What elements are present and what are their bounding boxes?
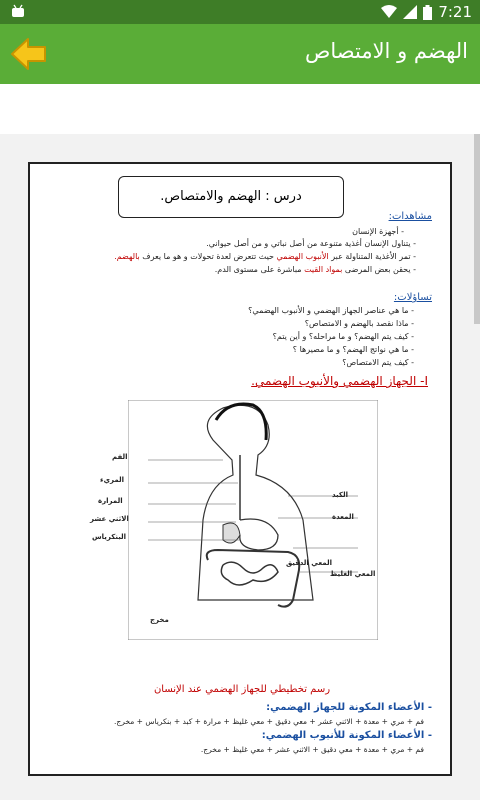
organs-line: فم + مري + معدة + الاثني عشر + معي دقيق + معي غليظ + مرارة + كبد + بنكرياس + مخرج. (114, 717, 424, 726)
question-line: - ما هي نواتج الهضم؟ و ما مصيرها ؟ (292, 345, 414, 354)
lesson-title: درس : الهضم والامتصاص. (118, 176, 344, 218)
observation-line: - يحقن بعض المرضى بمواد القيت مباشرة على مستوى الدم. (214, 265, 416, 274)
organs-heading: - الأعضاء المكونة للجهاز الهضمي: (266, 702, 432, 713)
label-pancreas: البنكرياس (92, 533, 127, 541)
label-duodenum: الاثني عشر (90, 515, 129, 523)
question-line: - ما هي عناصر الجهاز الهضمي و الأنبوب الهضمي؟ (248, 306, 414, 315)
question-line: - ماذا نقصد بالهضم و الامتصاص؟ (304, 319, 414, 328)
wifi-icon (381, 5, 397, 19)
questions-heading: تساؤلات: (393, 292, 432, 303)
label-esophagus: المريء (100, 476, 125, 484)
observations-heading: مشاهدات: (388, 211, 432, 222)
document-page (28, 162, 452, 776)
observation-line: - أجهزة الإنسان (352, 227, 404, 236)
label-liver: الكبد (332, 491, 348, 499)
scrollbar[interactable] (474, 134, 480, 324)
figure-caption: رسم تخطيطي للجهاز الهضمي عند الإنسان (153, 684, 331, 695)
clock: 7:21 (438, 3, 472, 21)
observation-line: - يتناول الإنسان أغذية متنوعة من أصل نباتي و من أصل حيواني. (206, 239, 416, 248)
question-line: - كيف يتم الهضم؟ و ما مراحله؟ و أين يتم؟ (272, 332, 414, 341)
label-mouth: الفم (112, 453, 128, 461)
header-spacer (0, 84, 480, 134)
part-title: I- الجهاز الهضمي والأنبوب الهضمي. (251, 374, 428, 388)
label-gallbladder: المرارة (98, 497, 123, 505)
label-small-intestine: المعي الدقيق (286, 559, 333, 567)
tube-line: فم + مري + معدة + معي دقيق + الاثني عشر + معي غليظ + مخرج. (200, 745, 424, 754)
label-large-intestine: المعي الغليظ (330, 570, 376, 578)
app-bar (0, 24, 480, 84)
label-anus: مخرج (150, 616, 169, 624)
status-bar (0, 0, 480, 24)
android-notification-icon (10, 3, 26, 19)
battery-icon (423, 5, 432, 20)
signal-icon (403, 5, 417, 19)
back-arrow-icon[interactable] (8, 34, 50, 74)
page-title: الهضم و الامتصاص (305, 39, 468, 63)
question-line: - كيف يتم الامتصاص؟ (342, 358, 414, 367)
observation-line: - تمر الأغذية المتناولة عبر الأنبوب الهضمي حيث تتعرض لعدة تحولات و هو ما يعرف بالهضم. (114, 252, 416, 261)
tube-heading: - الأعضاء المكونة للأنبوب الهضمي: (261, 730, 432, 741)
label-stomach: المعدة (332, 513, 354, 521)
